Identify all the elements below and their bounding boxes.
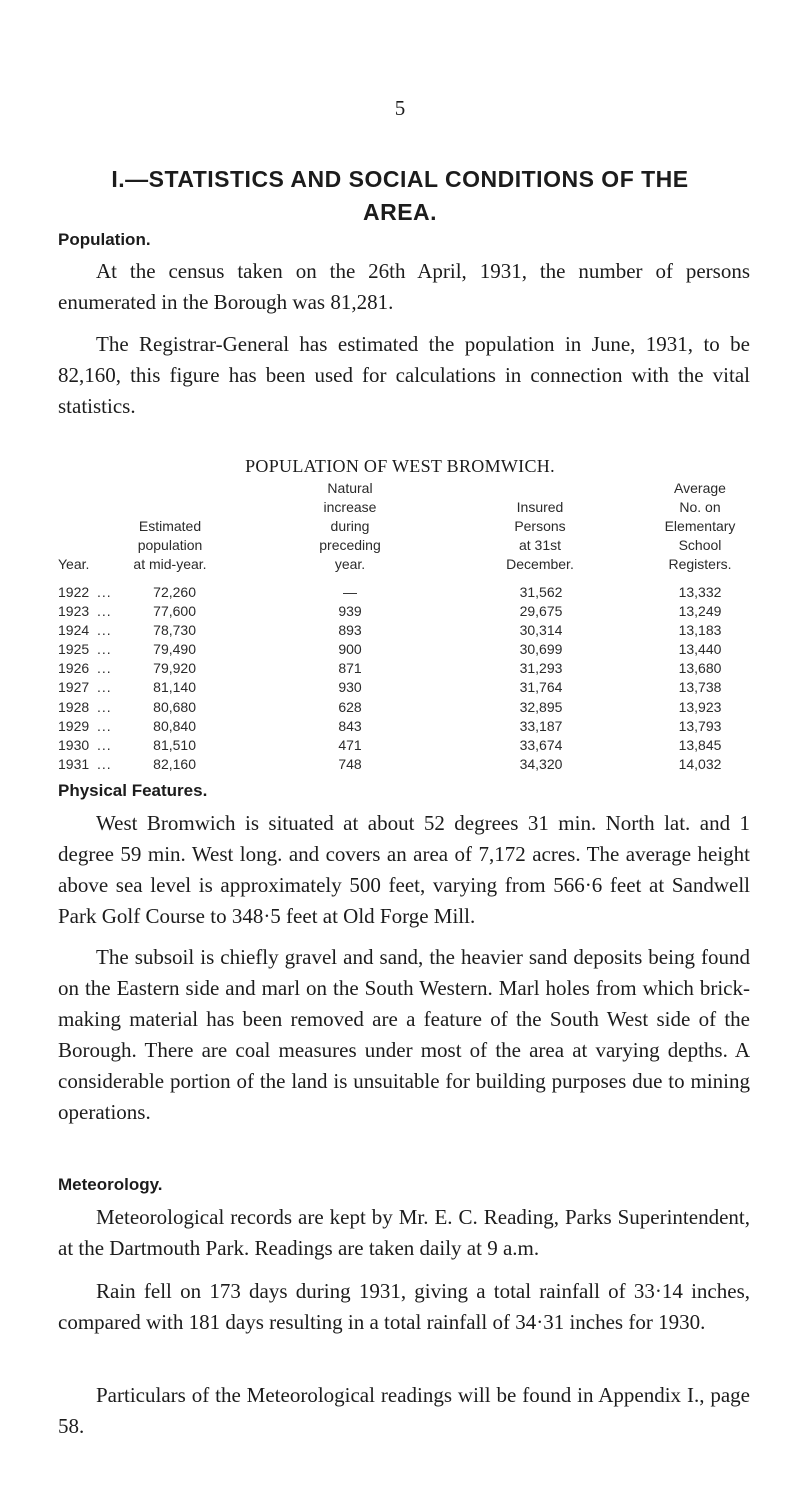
cell-natural-increase: 900 (338, 641, 362, 658)
cell-year: 1931 (58, 755, 90, 772)
table-title: POPULATION OF WEST BROMWICH. (245, 456, 555, 476)
cell-dots: ... (97, 641, 112, 658)
header-average-line: Average (674, 480, 726, 496)
population-paragraph-2: The Registrar-General has estimated the population in June, 1931, to be 82,160, this figure has been used for calculations in connection with the vital statistics. (58, 332, 750, 418)
table-row (0, 621, 800, 640)
cell-estimated-population: 79,490 (153, 641, 196, 658)
table-row (0, 717, 800, 736)
cell-insured-persons: 33,674 (519, 736, 563, 753)
header-estimated-line: Estimated (138, 518, 202, 534)
header-natural-increase (285, 479, 415, 574)
header-insured-line: at 31st (518, 537, 562, 553)
cell-school-registers: 13,249 (678, 603, 722, 620)
cell-insured-persons: 29,675 (519, 603, 563, 620)
header-natural-line: Natural (327, 480, 373, 496)
main-heading-line-2: AREA. (362, 199, 438, 225)
cell-dots: ... (97, 755, 112, 772)
cell-school-registers: 13,680 (678, 660, 722, 677)
cell-school-registers: 13,738 (678, 679, 722, 696)
cell-dots: ... (97, 736, 112, 753)
cell-school-registers: 13,793 (678, 717, 722, 734)
header-year: Year. (58, 556, 90, 572)
header-insured-line: Persons (514, 518, 566, 534)
header-insured-line: Insured (516, 499, 564, 515)
header-average-line: Elementary (664, 518, 736, 534)
header-estimated-line: at mid-year. (133, 556, 207, 572)
cell-insured-persons: 31,293 (519, 660, 563, 677)
cell-dots: ... (97, 679, 112, 696)
cell-estimated-population: 78,730 (153, 622, 196, 639)
physical-features-paragraph-2: The subsoil is chiefly gravel and sand, the heavier sand deposits being found on the Eastern side and marl on the South Western. Marl holes from which brick-making material has been removed are a feature of the South West side of the Borough. There are coal measures under most of the area at varying depths. A considerable portion of the land is unsuitable for building purposes due to mining operations. (58, 945, 750, 1124)
meteorology-paragraph-1: Meteorological records are kept by Mr. E. C. Reading, Parks Superintendent, at the Dartmouth Park. Readings are taken daily at 9 a.m. (58, 1205, 750, 1260)
cell-insured-persons: 30,699 (519, 641, 563, 658)
cell-natural-increase: 893 (338, 622, 362, 639)
cell-year: 1929 (58, 717, 90, 734)
cell-natural-increase: 939 (338, 603, 362, 620)
cell-estimated-population: 79,920 (153, 660, 196, 677)
physical-features-heading: Physical Features. (58, 781, 208, 800)
header-insured-persons (475, 498, 605, 574)
header-natural-line: increase (323, 499, 377, 515)
header-average-registers (630, 479, 770, 574)
cell-school-registers: 13,923 (678, 698, 722, 715)
cell-insured-persons: 34,320 (519, 755, 563, 772)
cell-school-registers: 13,440 (678, 641, 722, 658)
cell-estimated-population: 82,160 (153, 755, 196, 772)
table-row (0, 755, 800, 774)
cell-natural-increase: 471 (338, 736, 362, 753)
cell-year: 1926 (58, 660, 90, 677)
cell-insured-persons: 30,314 (519, 622, 563, 639)
cell-year: 1925 (58, 641, 90, 658)
header-average-line: Registers. (668, 556, 732, 572)
table-row (0, 602, 800, 621)
cell-year: 1923 (58, 603, 90, 620)
cell-dots: ... (97, 698, 112, 715)
header-natural-line: during (330, 518, 370, 534)
page-number: 5 (394, 96, 406, 120)
cell-natural-increase: 843 (338, 717, 362, 734)
header-average-line: School (678, 537, 722, 553)
cell-insured-persons: 31,562 (519, 584, 563, 600)
cell-natural-increase: 748 (338, 755, 362, 772)
cell-estimated-population: 72,260 (153, 584, 196, 600)
cell-natural-increase: 871 (338, 660, 362, 677)
cell-natural-increase: — (343, 584, 357, 600)
main-heading-line-1: I.—STATISTICS AND SOCIAL CONDITIONS OF THE (111, 166, 689, 192)
table-body (0, 583, 800, 774)
cell-year: 1922 (58, 584, 90, 600)
cell-dots: ... (97, 622, 112, 639)
meteorology-heading: Meteorology. (58, 1175, 163, 1194)
cell-estimated-population: 80,840 (153, 717, 196, 734)
header-natural-line: year. (334, 556, 366, 572)
main-heading (100, 163, 700, 229)
cell-estimated-population: 81,140 (153, 679, 196, 696)
cell-insured-persons: 32,895 (519, 698, 563, 715)
table-row (0, 640, 800, 659)
cell-estimated-population: 77,600 (153, 603, 196, 620)
table-row (0, 659, 800, 678)
cell-dots: ... (97, 717, 112, 734)
cell-dots: ... (97, 660, 112, 677)
cell-year: 1928 (58, 698, 90, 715)
cell-year: 1924 (58, 622, 90, 639)
population-heading: Population. (58, 230, 151, 249)
header-average-line: No. on (679, 499, 721, 515)
cell-school-registers: 14,032 (678, 755, 722, 772)
population-paragraph-1: At the census taken on the 26th April, 1931, the number of persons enumerated in the Borough was 81,281. (58, 259, 750, 314)
cell-insured-persons: 31,764 (519, 679, 563, 696)
header-estimated-line: population (137, 537, 203, 553)
meteorology-paragraph-2: Rain fell on 173 days during 1931, giving a total rainfall of 33·14 inches, compared with 181 days resulting in a total rainfall of 34·31 inches for 1930. (58, 1279, 750, 1334)
cell-estimated-population: 81,510 (153, 736, 196, 753)
cell-school-registers: 13,845 (678, 736, 722, 753)
header-natural-line: preceding (319, 537, 381, 553)
header-estimated-population (105, 517, 235, 574)
cell-year: 1927 (58, 679, 90, 696)
table-row (0, 698, 800, 717)
cell-dots: ... (97, 584, 112, 600)
cell-dots: ... (97, 603, 112, 620)
cell-natural-increase: 930 (338, 679, 362, 696)
cell-natural-increase: 628 (338, 698, 362, 715)
table-row (0, 736, 800, 755)
cell-school-registers: 13,332 (678, 584, 722, 600)
cell-school-registers: 13,183 (678, 622, 722, 639)
cell-estimated-population: 80,680 (153, 698, 196, 715)
header-insured-line: December. (506, 556, 574, 572)
physical-features-paragraph-1: West Bromwich is situated at about 52 degrees 31 min. North lat. and 1 degree 59 min. West long. and covers an area of 7,172 acres. The average height above sea level is approximately 500 feet, varying from 566·6 feet at Sandwell Park Golf Course to 348·5 feet at Old Forge Mill. (58, 811, 750, 928)
meteorology-paragraph-3: Particulars of the Meteorological readings will be found in Appendix I., page 58. (58, 1383, 750, 1438)
cell-insured-persons: 33,187 (519, 717, 563, 734)
table-row (0, 678, 800, 697)
cell-year: 1930 (58, 736, 90, 753)
table-row (0, 583, 800, 602)
